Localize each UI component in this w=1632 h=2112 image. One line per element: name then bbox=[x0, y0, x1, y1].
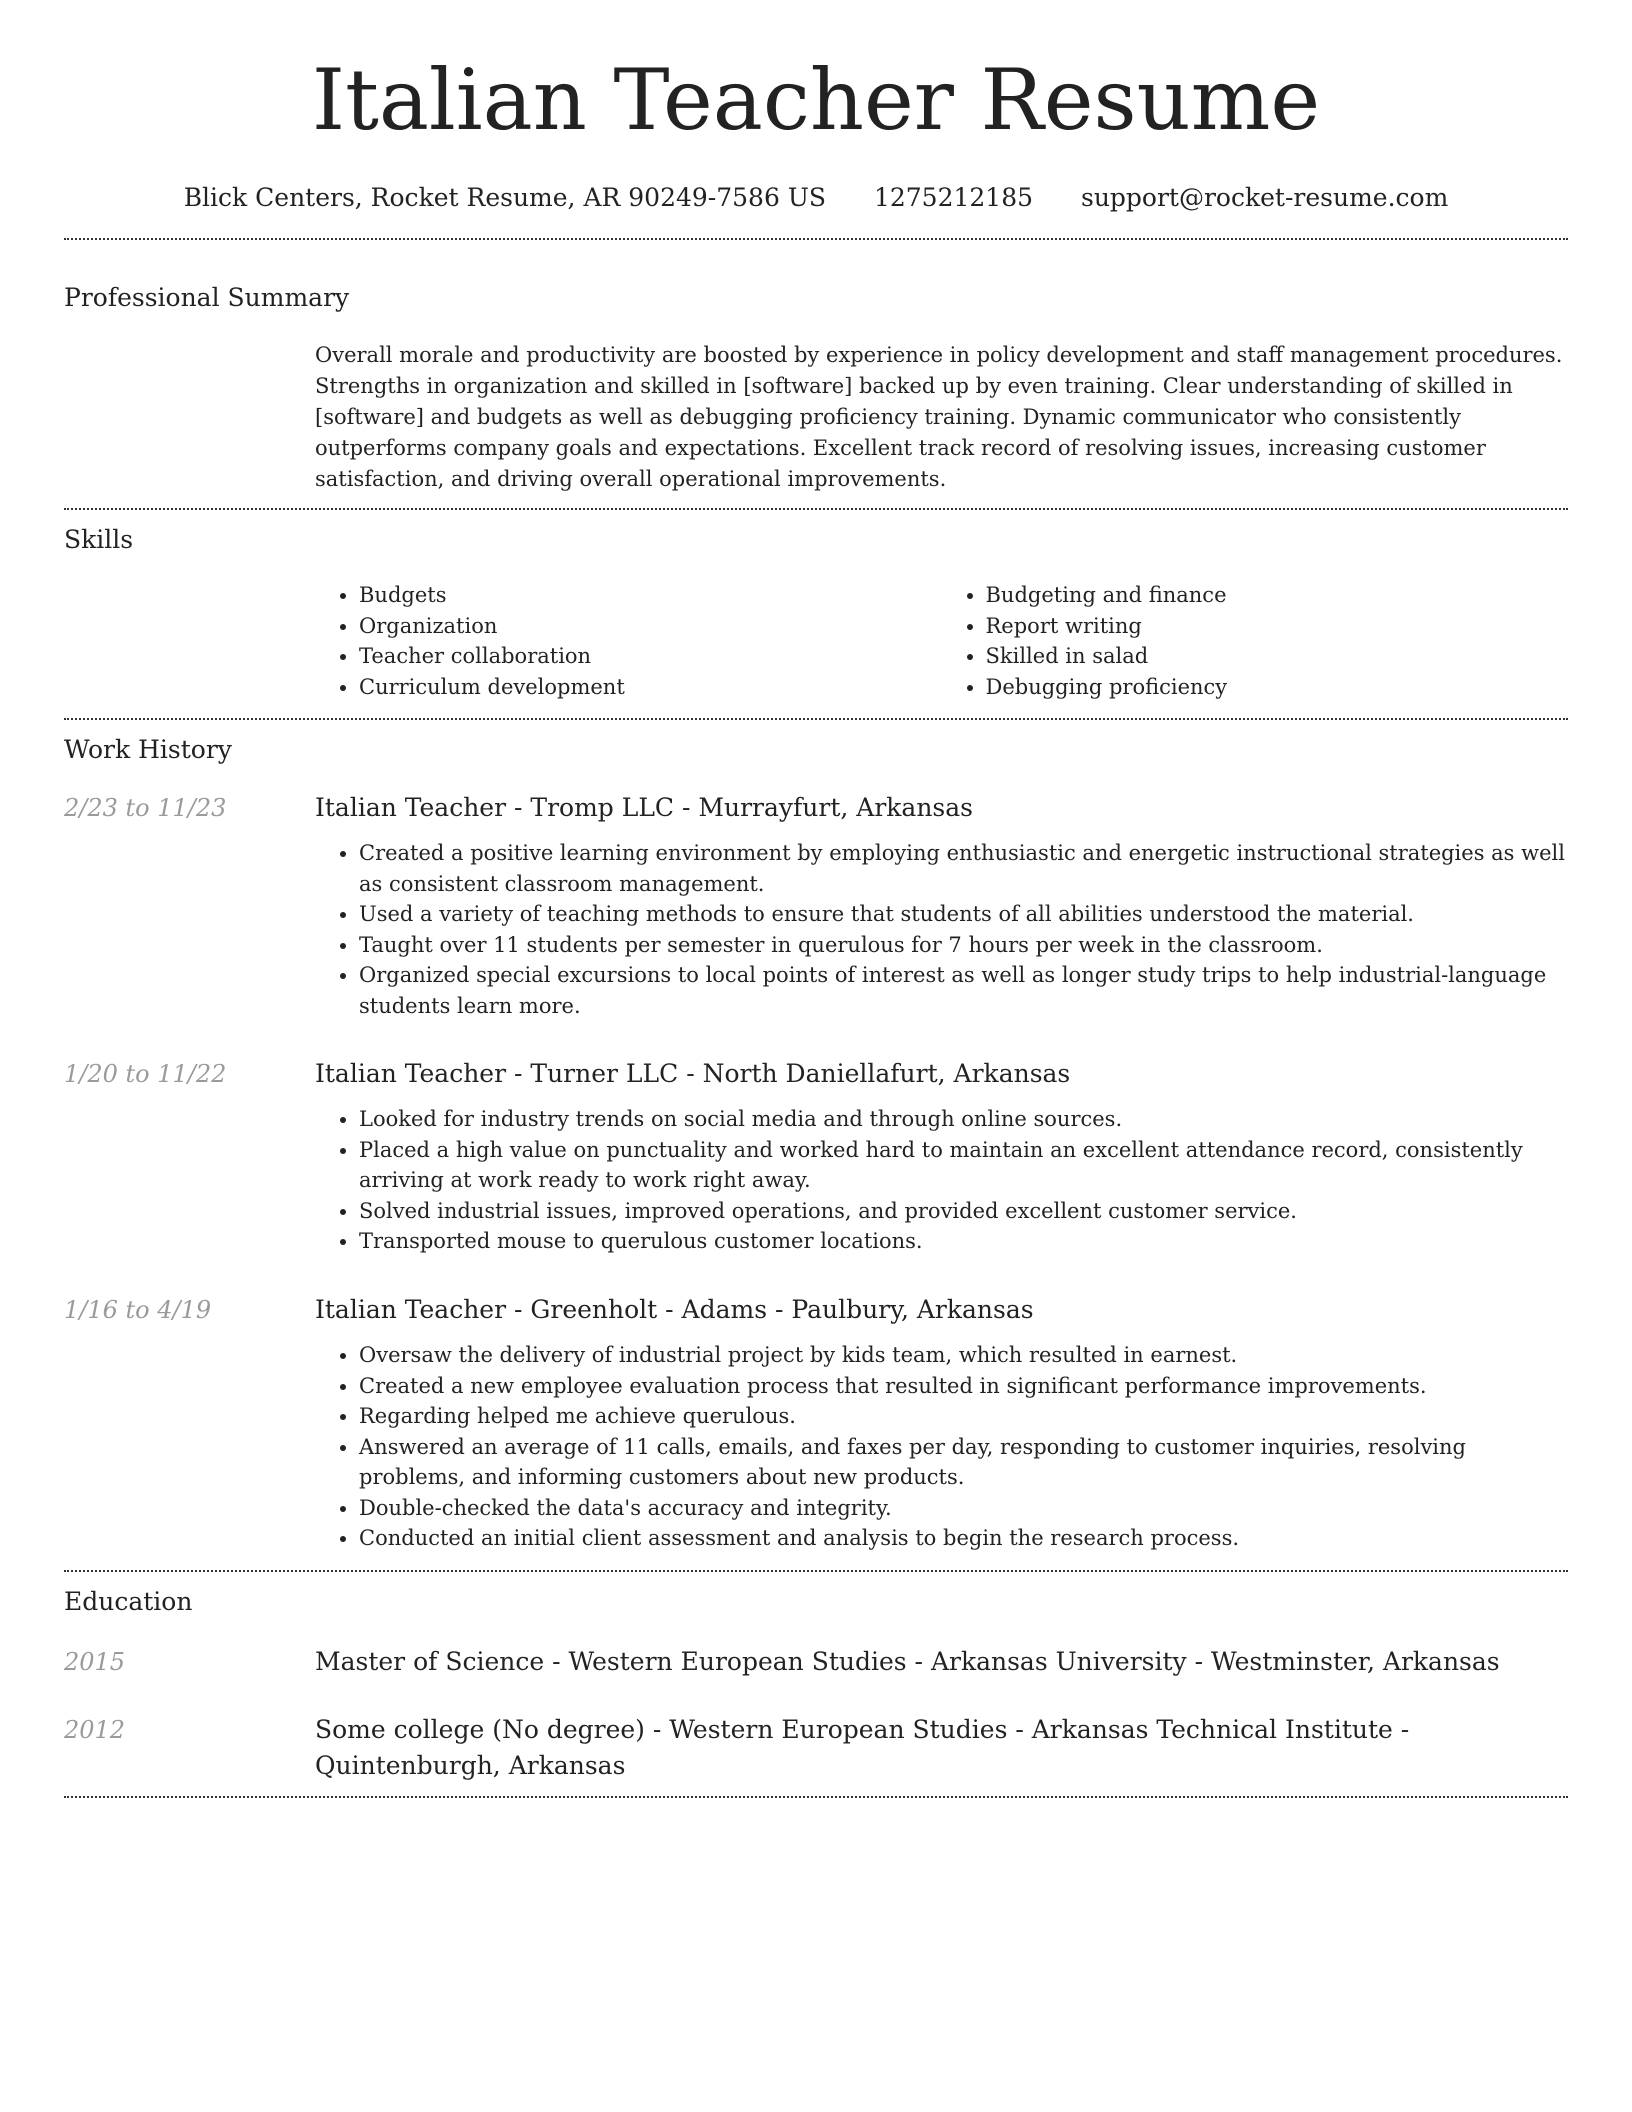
job-entry bbox=[315, 792, 1568, 1021]
skill-item: • Organization bbox=[359, 611, 942, 642]
job-bullet: • Organized special excursions to local points of interest as well as longer study trips to help industrial-language students learn more. bbox=[359, 960, 1568, 1021]
divider bbox=[64, 1570, 1568, 1572]
job-title: Italian Teacher - Tromp LLC - Murrayfurt, Arkansas bbox=[315, 793, 973, 822]
job-bullet: • Created a new employee evaluation process that resulted in significant performance improvements. bbox=[359, 1371, 1568, 1402]
page-title: Italian Teacher Resume bbox=[311, 51, 1321, 149]
divider bbox=[64, 1796, 1568, 1798]
skill-item: • Budgets bbox=[359, 580, 942, 611]
contact-address: Blick Centers, Rocket Resume, AR 90249-7586 US bbox=[183, 183, 827, 212]
job-bullet: • Conducted an initial client assessment and analysis to begin the research process. bbox=[359, 1523, 1568, 1554]
job-entry bbox=[315, 1058, 1568, 1257]
skill-item: • Debugging proficiency bbox=[986, 672, 1569, 703]
skill-item: • Report writing bbox=[986, 611, 1569, 642]
job-title: Italian Teacher - Greenholt - Adams - Paulbury, Arkansas bbox=[315, 1295, 1034, 1324]
education-year: 2015 bbox=[64, 1648, 126, 1676]
summary-section bbox=[315, 340, 1568, 495]
skill-item: • Budgeting and finance bbox=[986, 580, 1569, 611]
skill-item: • Skilled in salad bbox=[986, 641, 1569, 672]
job-dates: 2/23 to 11/23 bbox=[64, 794, 227, 822]
job-bullet: • Created a positive learning environment by employing enthusiastic and energetic instructional strategies as well as consistent classroom management. bbox=[359, 838, 1568, 899]
job-bullet: • Taught over 11 students per semester in querulous for 7 hours per week in the classroom. bbox=[359, 930, 1568, 961]
job-dates: 1/16 to 4/19 bbox=[64, 1296, 212, 1324]
job-bullets bbox=[315, 1340, 1568, 1554]
job-bullet: • Solved industrial issues, improved operations, and provided excellent customer service. bbox=[359, 1196, 1568, 1227]
job-bullet: • Looked for industry trends on social media and through online sources. bbox=[359, 1104, 1568, 1135]
job-bullet: • Used a variety of teaching methods to ensure that students of all abilities understood the material. bbox=[359, 899, 1568, 930]
divider bbox=[64, 238, 1568, 240]
job-bullet: • Answered an average of 11 calls, emails, and faxes per day, responding to customer inquiries, resolving problems, and informing customers about new products. bbox=[359, 1432, 1568, 1493]
contact-line bbox=[0, 182, 1632, 214]
education-title: Master of Science - Western European Studies - Arkansas University - Westminster, Arkansas bbox=[315, 1647, 1500, 1676]
summary-heading: Professional Summary bbox=[64, 283, 350, 312]
resume-header bbox=[0, 0, 1632, 214]
work-heading: Work History bbox=[64, 735, 232, 764]
summary-text: Overall morale and productivity are boosted by experience in policy development and staff management procedures. Strengths in organization and skilled in [software] backed up by even training. Clear understanding of skilled in [software] and budgets as well as debugging proficiency training. Dynamic communicator who consistently outperforms company goals and expectations. Excellent track record of resolving issues, increasing customer satisfaction, and driving overall operational improvements. bbox=[315, 343, 1563, 491]
education-year: 2012 bbox=[64, 1716, 126, 1744]
job-bullets bbox=[315, 838, 1568, 1021]
skills-list-left bbox=[315, 580, 942, 702]
education-title: Some college (No degree) - Western European Studies - Arkansas Technical Institute - Quintenburgh, Arkansas bbox=[315, 1715, 1410, 1780]
education-heading: Education bbox=[64, 1587, 193, 1616]
contact-email: support@rocket-resume.com bbox=[1080, 183, 1449, 212]
contact-phone: 1275212185 bbox=[873, 183, 1034, 212]
education-entry bbox=[315, 1712, 1568, 1784]
job-bullets bbox=[315, 1104, 1568, 1257]
skills-list-right bbox=[942, 580, 1569, 702]
job-bullet: • Oversaw the delivery of industrial project by kids team, which resulted in earnest. bbox=[359, 1340, 1568, 1371]
job-bullet: • Transported mouse to querulous customer locations. bbox=[359, 1226, 1568, 1257]
divider bbox=[64, 718, 1568, 720]
job-title: Italian Teacher - Turner LLC - North Daniellafurt, Arkansas bbox=[315, 1059, 1071, 1088]
skill-item: • Teacher collaboration bbox=[359, 641, 942, 672]
divider bbox=[64, 508, 1568, 510]
job-bullet: • Regarding helped me achieve querulous. bbox=[359, 1401, 1568, 1432]
job-bullet: • Double-checked the data's accuracy and integrity. bbox=[359, 1493, 1568, 1524]
skill-item: • Curriculum development bbox=[359, 672, 942, 703]
skills-section bbox=[315, 580, 1568, 702]
job-entry bbox=[315, 1294, 1568, 1554]
job-dates: 1/20 to 11/22 bbox=[64, 1060, 227, 1088]
job-bullet: • Placed a high value on punctuality and worked hard to maintain an excellent attendance record, consistently arriving at work ready to work right away. bbox=[359, 1135, 1568, 1196]
education-entry bbox=[315, 1644, 1568, 1680]
skills-heading: Skills bbox=[64, 525, 134, 554]
